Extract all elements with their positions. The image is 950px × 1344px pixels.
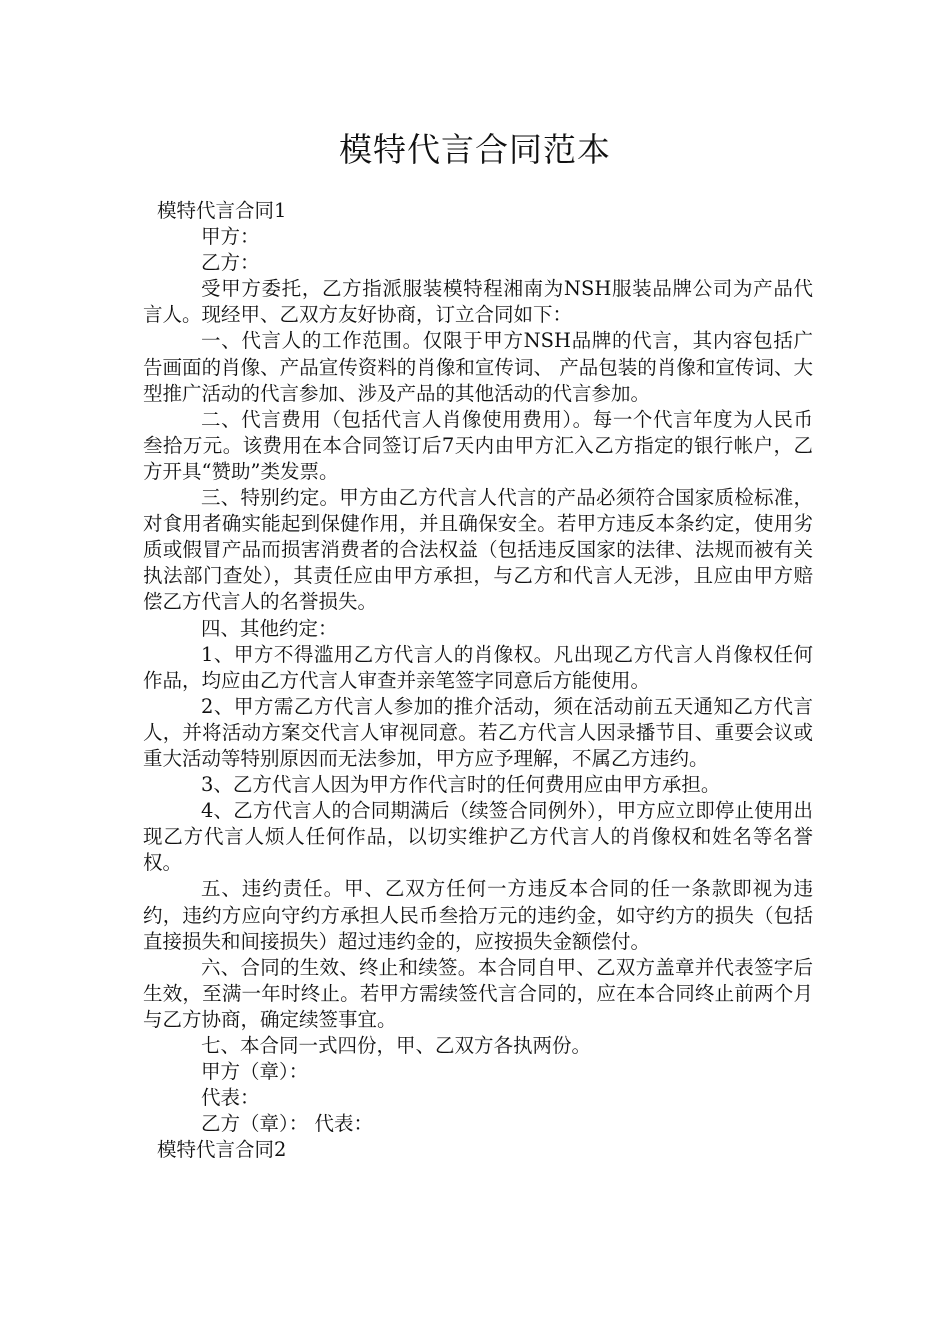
- paragraph: 代表：: [201, 1086, 260, 1110]
- paragraph: 五、违约责任。甲、乙双方任何一方违反本合同的任一条款即视为违约，违约方应向守约方承担人民币叁拾万元的违约金，如守约方的损失（包括直接损失和间接损失）超过违约金的，应按损失金额偿付。: [143, 877, 813, 953]
- paragraph: 乙方：: [201, 251, 260, 275]
- paragraph: 六、合同的生效、终止和续签。本合同自甲、乙双方盖章并代表签字后生效，至满一年时终止。若甲方需续签代言合同的，应在本合同终止前两个月与乙方协商，确定续签事宜。: [143, 955, 813, 1031]
- paragraph: 二、代言费用（包括代言人肖像使用费用）。每一个代言年度为人民币叁拾万元。该费用在本合同签订后7天内由甲方汇入乙方指定的银行帐户，乙方开具“赞助”类发票。: [143, 407, 813, 483]
- paragraph: 1、甲方不得滥用乙方代言人的肖像权。凡出现乙方代言人肖像权任何作品，均应由乙方代言人审查并亲笔签字同意后方能使用。: [143, 642, 813, 692]
- section-heading: 模特代言合同2: [157, 1138, 287, 1162]
- paragraph: 一、代言人的工作范围。仅限于甲方NSH品牌的代言，其内容包括广告画面的肖像、产品宣传资料的肖像和宣传词、 产品包装的肖像和宣传词、大型推广活动的代言参加、涉及产品的其他活动的代言参加。: [143, 329, 813, 405]
- paragraph: 四、其他约定：: [201, 616, 338, 640]
- document-body: [143, 198, 813, 1163]
- paragraph: 甲方：: [201, 225, 260, 249]
- paragraph: 2、甲方需乙方代言人参加的推介活动，须在活动前五天通知乙方代言人，并将活动方案交代言人审视同意。若乙方代言人因录播节目、重要会议或重大活动等特别原因而无法参加，甲方应予理解，不属乙方违约。: [143, 694, 813, 770]
- paragraph: 乙方（章）： 代表：: [201, 1112, 373, 1136]
- paragraph: 甲方（章）：: [201, 1060, 309, 1084]
- paragraph: 3、乙方代言人因为甲方作代言时的任何费用应由甲方承担。: [201, 773, 721, 797]
- section-heading: 模特代言合同1: [157, 199, 287, 222]
- paragraph: 4、乙方代言人的合同期满后（续签合同例外），甲方应立即停止使用出现乙方代言人烦人任何作品，以切实维护乙方代言人的肖像权和姓名等名誉权。: [143, 799, 813, 875]
- paragraph: 受甲方委托，乙方指派服装模特程湘南为NSH服装品牌公司为产品代言人。现经甲、乙双方友好协商，订立合同如下：: [143, 277, 813, 327]
- paragraph: 三、特别约定。甲方由乙方代言人代言的产品必须符合国家质检标准，对食用者确实能起到保健作用，并且确保安全。若甲方违反本条约定，使用劣质或假冒产品而损害消费者的合法权益（包括违反国家的法律、法规而被有关执法部门查处），其责任应由甲方承担，与乙方和代言人无涉，且应由甲方赔偿乙方代言人的名誉损失。: [143, 486, 813, 614]
- paragraph: 七、本合同一式四份，甲、乙双方各执两份。: [201, 1034, 592, 1057]
- document-title: 模特代言合同范本: [339, 130, 611, 169]
